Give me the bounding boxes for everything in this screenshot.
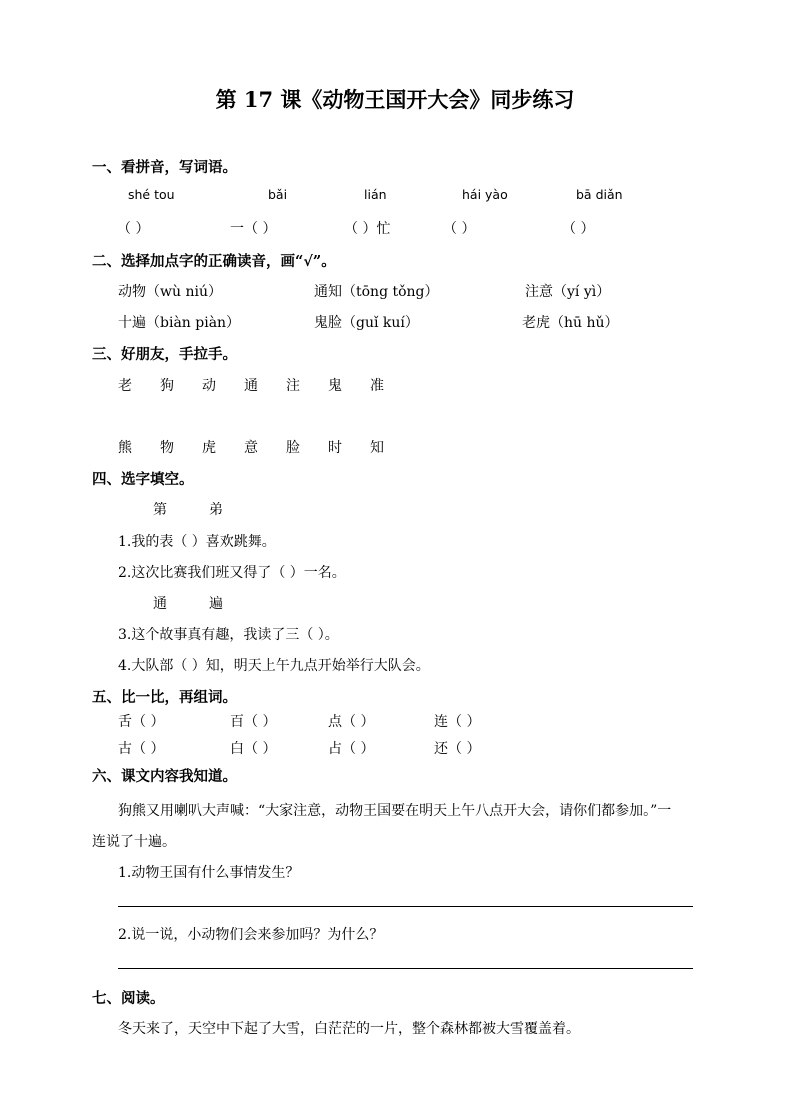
reading-choice-zhuyi[interactable]: 注意（yí yì） [525,284,611,300]
answer-blank-2[interactable]: 一（ ） [230,221,277,237]
section-3-heading: 三、好朋友，手拉手。 [92,346,237,363]
word-group-gu[interactable]: 古（ ） [118,741,165,757]
passage-line-1: 狗熊又用喇叭大声喊：“大家注意，动物王国要在明天上午八点开大会，请你们都参加。”一 [118,803,672,819]
reading-choice-shibian[interactable]: 十遍（biàn piàn） [118,315,241,331]
fill-question-1[interactable]: 1.我的表（ ）喜欢跳舞。 [118,534,276,550]
comprehension-question-2: 2.说一说，小动物们会来参加吗？为什么？ [118,927,384,943]
section-6-heading: 六、课文内容我知道。 [92,768,237,785]
match-char-top-5[interactable]: 注 [286,378,300,394]
match-char-bottom-3[interactable]: 虎 [202,440,216,456]
fill-question-3[interactable]: 3.这个故事真有趣，我读了三（ ）。 [118,627,339,643]
reading-choice-guilian[interactable]: 鬼脸（guǐ kuí） [314,315,419,331]
reading-choice-dongwu[interactable]: 动物（wù niú） [118,284,222,300]
answer-line-1[interactable] [118,906,693,907]
fill-question-2[interactable]: 2.这次比赛我们班又得了（ ）一名。 [118,565,346,581]
choice-char-bian: 遍 [209,596,223,612]
section-1-heading: 一、看拼音，写词语。 [92,159,237,176]
word-group-huan[interactable]: 还（ ） [434,741,481,757]
pinyin-5: bā diǎn [576,187,623,202]
word-group-lian[interactable]: 连（ ） [434,714,481,730]
passage-line-2: 连说了十遍。 [92,834,176,850]
match-char-top-2[interactable]: 狗 [160,378,174,394]
word-group-dian[interactable]: 点（ ） [328,714,375,730]
pinyin-3: lián [364,187,387,202]
word-group-bai-white[interactable]: 白（ ） [230,741,277,757]
match-char-top-7[interactable]: 准 [370,378,384,394]
section-2-heading: 二、选择加点字的正确读音，画“√”。 [92,253,336,270]
choice-char-di-1: 第 [153,502,167,518]
word-group-she[interactable]: 舌（ ） [118,714,165,730]
match-char-bottom-1[interactable]: 熊 [118,440,132,456]
match-char-bottom-2[interactable]: 物 [160,440,174,456]
choice-char-tong: 通 [153,596,167,612]
match-char-top-3[interactable]: 动 [202,378,216,394]
match-char-bottom-5[interactable]: 脸 [286,440,300,456]
choice-char-di-2: 弟 [209,502,223,518]
reading-choice-laohu[interactable]: 老虎（hū hǔ） [522,315,619,331]
section-7-heading: 七、阅读。 [92,990,165,1007]
match-char-bottom-4[interactable]: 意 [244,440,258,456]
fill-question-4[interactable]: 4.大队部（ ）知，明天上午九点开始举行大队会。 [118,658,430,674]
pinyin-1: shé tou [128,187,175,202]
word-group-zhan[interactable]: 占（ ） [328,741,375,757]
answer-blank-4[interactable]: （ ） [443,221,476,237]
match-char-top-1[interactable]: 老 [118,378,132,394]
match-char-top-4[interactable]: 通 [244,378,258,394]
pinyin-4: hái yào [462,187,508,202]
answer-blank-5[interactable]: （ ） [562,221,595,237]
answer-blank-3[interactable]: （ ）忙 [344,221,391,237]
reading-choice-tongzhi[interactable]: 通知（tōng tǒng） [314,284,439,300]
pinyin-2: bǎi [268,187,288,202]
match-char-bottom-6[interactable]: 时 [328,440,342,456]
match-char-top-6[interactable]: 鬼 [328,378,342,394]
word-group-bai-hundred[interactable]: 百（ ） [230,714,277,730]
page-title: 第 17 课《动物王国开大会》同步练习 [215,87,575,112]
section-4-heading: 四、选字填空。 [92,471,194,488]
answer-blank-1[interactable]: （ ） [117,221,150,237]
reading-passage: 冬天来了，天空中下起了大雪，白茫茫的一片，整个森林都被大雪覆盖着。 [118,1021,580,1037]
answer-line-2[interactable] [118,968,693,969]
comprehension-question-1: 1.动物王国有什么事情发生？ [118,865,300,881]
match-char-bottom-7[interactable]: 知 [370,440,384,456]
section-5-heading: 五、比一比，再组词。 [92,689,237,706]
